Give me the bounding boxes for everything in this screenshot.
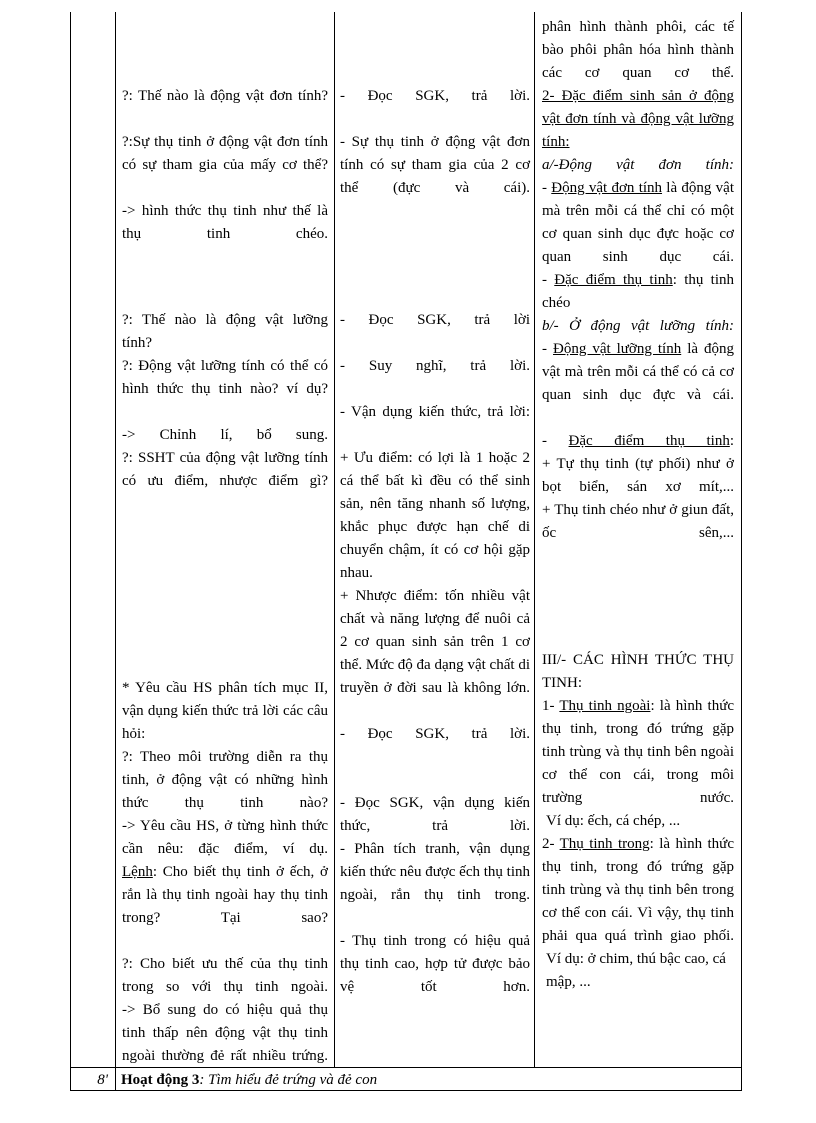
activity-time: 8' <box>97 1072 108 1088</box>
student-answer: - Vận dụng kiến thức, trả lời: <box>340 404 530 420</box>
table-border-left <box>70 12 71 1091</box>
student-answer-advantage: + Ưu điểm: có lợi là 1 hoặc 2 cá thể bất kì đều có thể sinh sản, nên tăng nhanh số lượng, khắc phục được hạn chế di chuyển chậm, ít có cơ hội gặp nhau. <box>340 450 530 581</box>
student-answer: - Thụ tinh trong có hiệu quả thụ tinh cao, hợp tử được bảo vệ tốt hơn. <box>340 933 530 995</box>
teacher-question: ?: SSHT của động vật lưỡng tính có ưu điểm, nhược điểm gì? <box>122 450 328 489</box>
teacher-note: -> Bổ sung do có hiệu quả thụ tinh thấp nên động vật thụ tinh ngoài thường đẻ rất nhiều trứng. <box>122 1002 328 1064</box>
internal-fertilization-example: Ví dụ: ở chim, thú bậc cao, cá mập, ... <box>546 951 726 990</box>
student-answer: - Sự thụ tinh ở động vật đơn tính có sự tham gia của 2 cơ thể (đực và cái). <box>340 134 530 196</box>
internal-fertilization: 2- Thụ tinh trong: là hình thức thụ tinh, trong đó trứng gặp tinh trùng và thụ tinh bên trong cơ thể con cái. Vì vậy, thụ tinh phải qua quá trình giao phối. <box>542 836 734 944</box>
self-fertilization: + Tự thụ tinh (tự phối) như ở bọt biển, sán xơ mít,... <box>542 456 734 495</box>
table-border-right <box>741 12 742 1091</box>
subsection-b-title: b/- Ở động vật lưỡng tính: <box>542 318 734 334</box>
column-divider-time <box>115 12 116 1091</box>
teacher-question: ?:Sự thụ tinh ở động vật đơn tính có sự tham gia của mấy cơ thể? <box>122 134 328 173</box>
subsection-a-title: a/-Động vật đơn tính: <box>542 157 734 173</box>
section-3-title: III/- CÁC HÌNH THỨC THỤ TINH: <box>542 652 734 691</box>
student-answer: - Phân tích tranh, vận dụng kiến thức nêu được ếch thụ tinh ngoài, rắn thụ tinh trong. <box>340 841 530 903</box>
lenh-label: Lệnh <box>122 864 153 880</box>
teacher-note: -> hình thức thụ tinh như thế là thụ tinh chéo. <box>122 203 328 242</box>
teacher-note: -> Yêu cầu HS, ở từng hình thức cần nêu: đặc điểm, ví dụ. <box>122 818 328 857</box>
teacher-question: ?: Cho biết ưu thế của thụ tinh trong so với thụ tinh ngoài. <box>122 956 328 995</box>
teacher-question-lenh <box>122 861 328 930</box>
teacher-note: -> Chỉnh lí, bổ sung. <box>122 427 328 443</box>
fertilization-feature-unisexual: - Đặc điểm thụ tinh: thụ tinh chéo <box>542 272 734 311</box>
section-2-title: 2- Đặc điểm sinh sản ở động vật đơn tính và động vật lưỡng tính: <box>542 88 734 150</box>
teacher-instruction: * Yêu cầu HS phân tích mục II, vận dụng kiến thức trả lời các câu hỏi: <box>122 680 328 742</box>
external-fertilization-example: Ví dụ: ếch, cá chép, ... <box>546 813 681 829</box>
column-divider-teacher <box>334 12 335 1067</box>
cross-fertilization: + Thụ tinh chéo như ở giun đất, ốc sên,... <box>542 502 734 541</box>
student-answer: - Suy nghĩ, trả lời. <box>340 358 530 374</box>
lenh-text: : Cho biết thụ tinh ở ếch, ở rắn là thụ tinh ngoài hay thụ tinh trong? Tại sao? <box>122 864 328 926</box>
fertilization-feature-hermaphrodite: - Đặc điểm thụ tinh: <box>542 433 734 449</box>
activity-label: Hoạt động 3 <box>121 1072 200 1088</box>
lesson-table <box>70 12 742 1091</box>
student-answer: - Đọc SGK, trả lời <box>340 312 530 328</box>
definition-unisexual: - Động vật đơn tính là động vật mà trên mỗi cá thể chỉ có một cơ quan sinh dục đực hoặc cơ quan sinh dục cái. <box>542 180 734 265</box>
student-answer-disadvantage: + Nhược điểm: tốn nhiều vật chất và năng lượng để nuôi cả 2 cơ quan sinh sản trên 1 cơ thể. Mức độ đa dạng vật chất di truyền ở đời sau là không lớn. <box>340 588 530 696</box>
teacher-question: ?: Theo môi trường diễn ra thụ tinh, ở động vật có những hình thức thụ tinh nào? <box>122 749 328 811</box>
teacher-question: ?: Thế nào là động vật lưỡng tính? <box>122 312 328 351</box>
student-answer: - Đọc SGK, trả lời. <box>340 726 530 742</box>
activity-3-heading <box>121 1069 721 1092</box>
student-answer: - Đọc SGK, trả lời. <box>340 88 530 104</box>
activity-title: : Tìm hiểu đẻ trứng và đẻ con <box>199 1072 378 1088</box>
content-continuation: phân hình thành phôi, các tế bào phôi phân hóa hình thành các cơ quan cơ thể. <box>542 19 734 81</box>
column-divider-student <box>534 12 535 1067</box>
teacher-question: ?: Thế nào là động vật đơn tính? <box>122 88 328 104</box>
definition-hermaphrodite: - Động vật lưỡng tính là động vật mà trên mỗi cá thể có cả cơ quan sinh dục đực và cái. <box>542 341 735 403</box>
teacher-question: ?: Động vật lưỡng tính có thể có hình thức thụ tinh nào? ví dụ? <box>122 358 328 397</box>
external-fertilization: 1- Thụ tinh ngoài: là hình thức thụ tinh, trong đó trứng gặp tinh trùng và thụ tinh bên ngoài cơ thể con cái, trong môi trường nước. <box>542 698 734 806</box>
student-answer: - Đọc SGK, vận dụng kiến thức, trả lời. <box>340 795 530 834</box>
